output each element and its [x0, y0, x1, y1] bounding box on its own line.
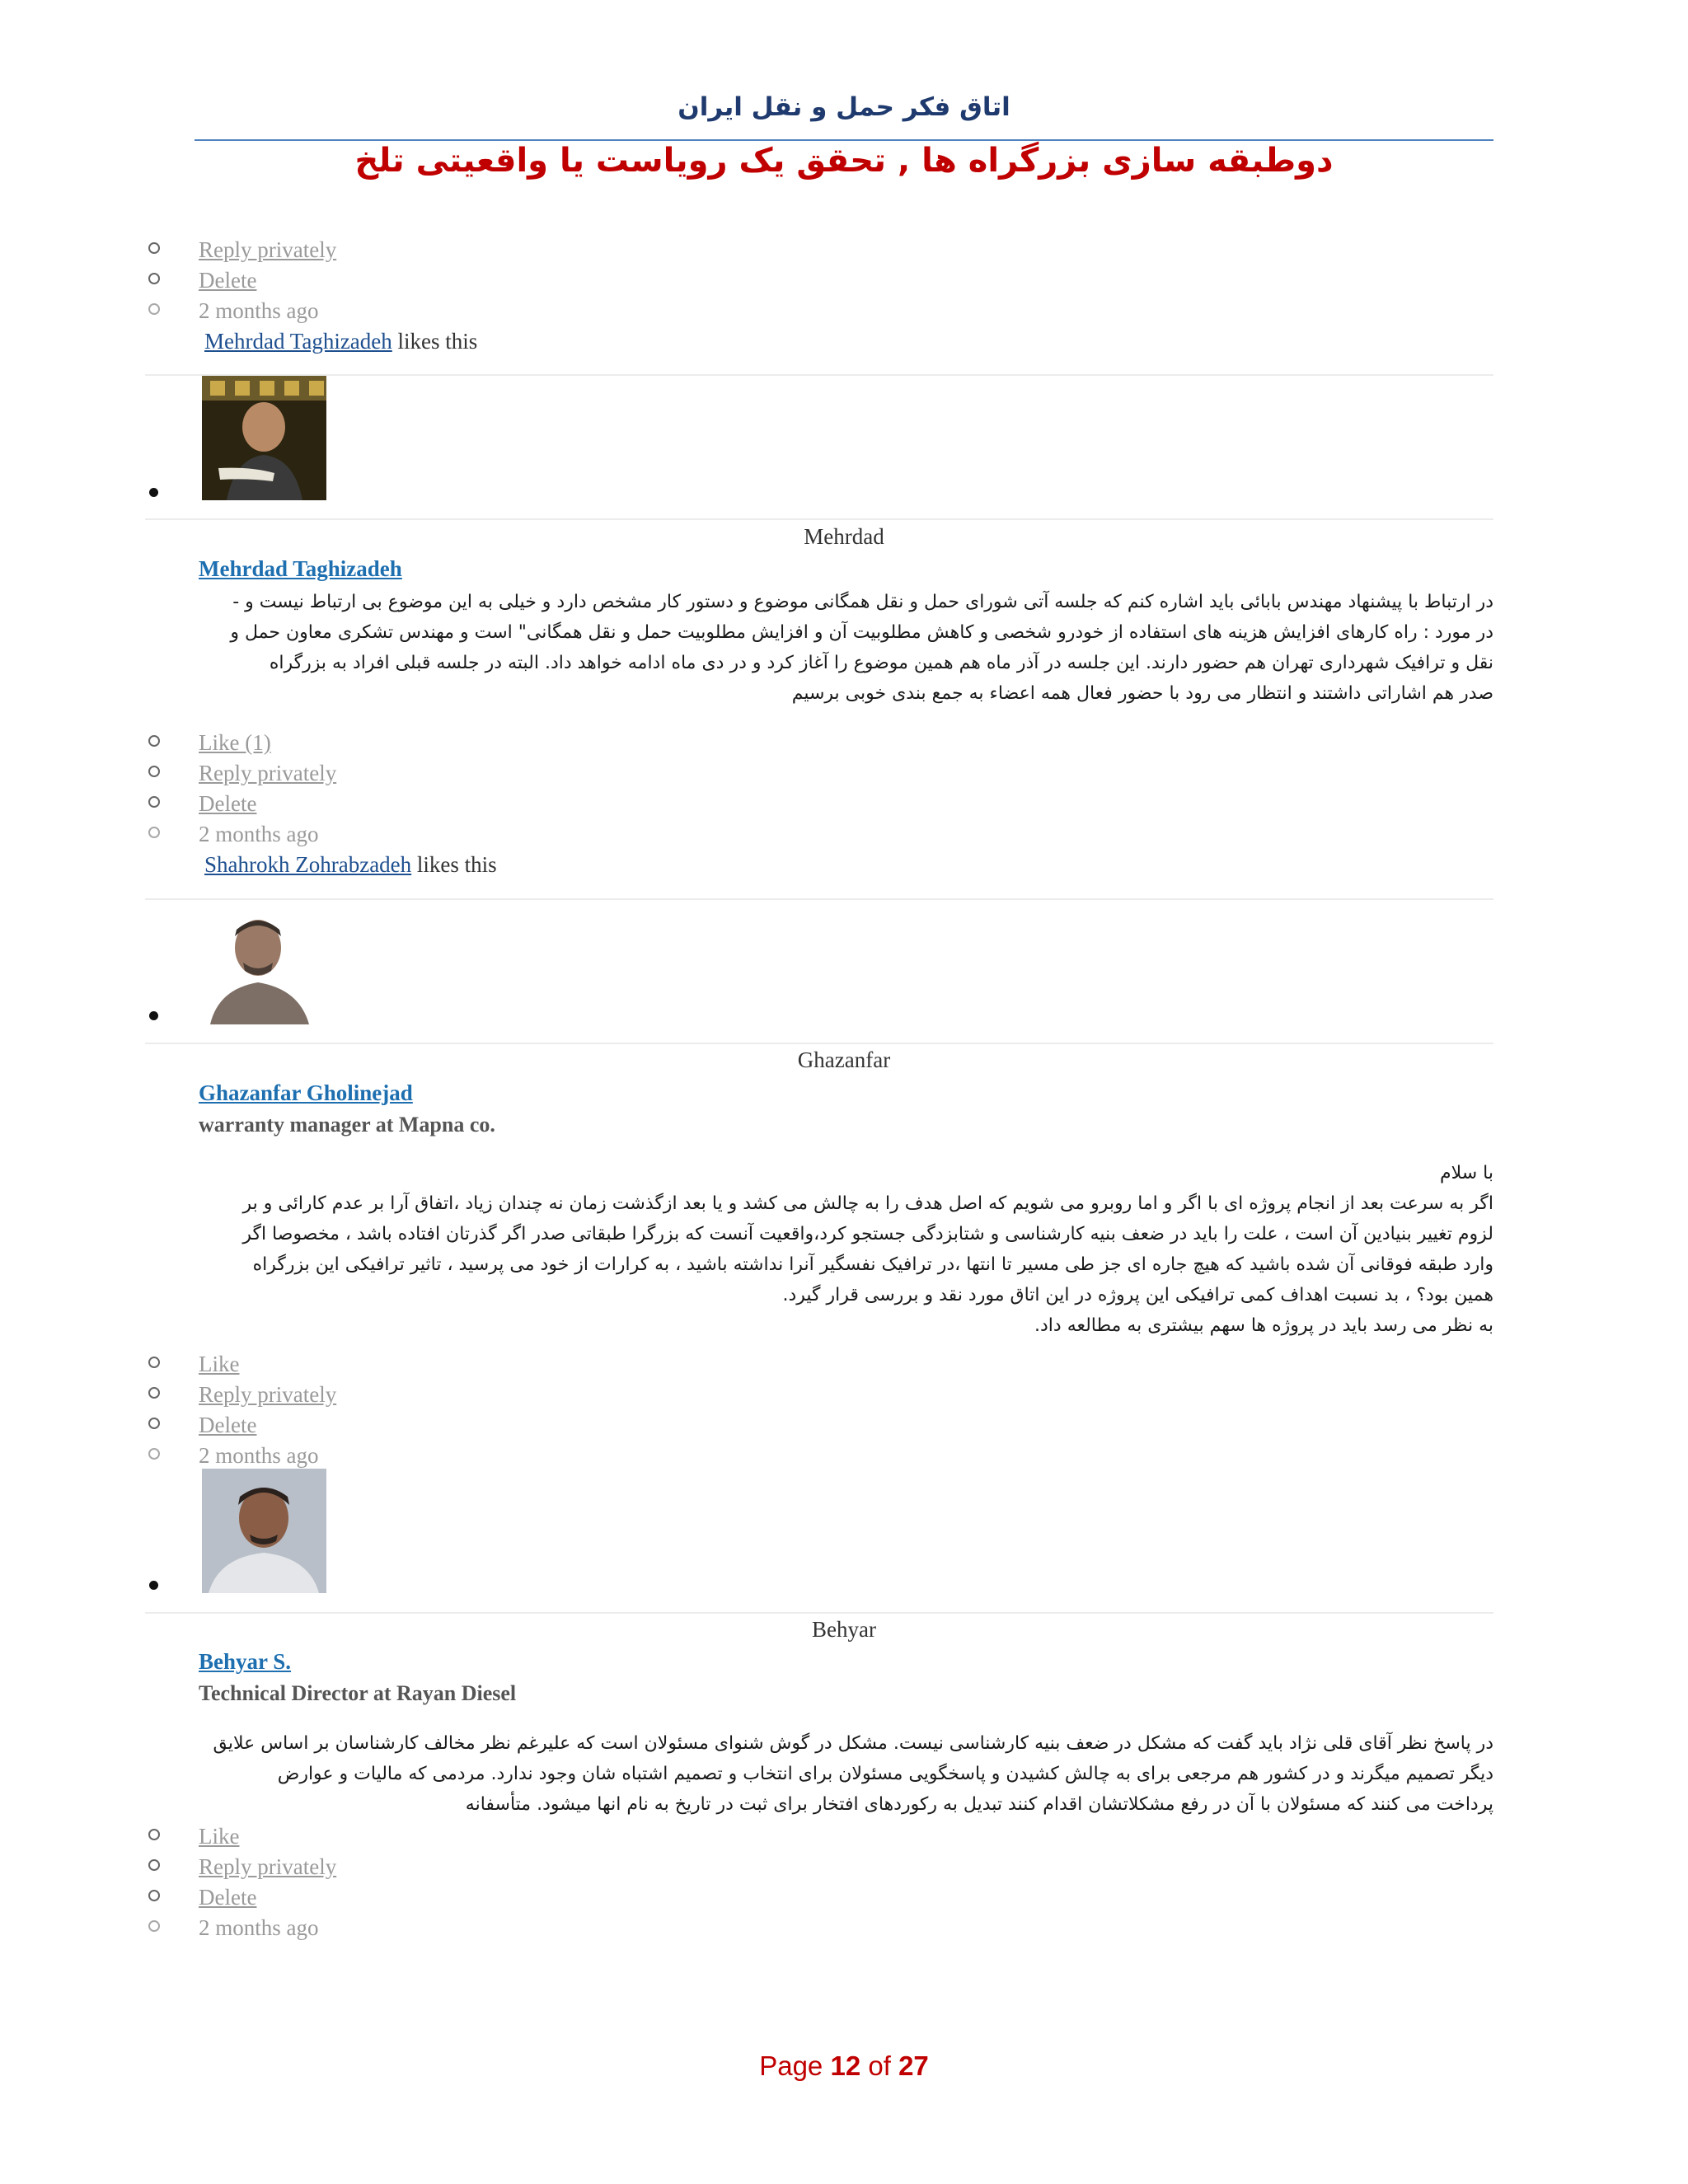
reply-privately-link[interactable]: Reply privately	[199, 761, 337, 785]
list-bullet-icon	[149, 1011, 158, 1020]
comment-line: در پاسخ نظر آقای قلی نژاد باید گفت که مشکل در ضعف بنیه کارشناسی نیست. مشکل در گوش شنوای مسئولان است که علیرغم نظر مخالف کارشناسان بر اساس علایق	[213, 1733, 1493, 1754]
author-role: warranty manager at Mapna co.	[199, 1113, 495, 1137]
circle-bullet-icon	[148, 827, 160, 838]
delete-link[interactable]: Delete	[199, 1413, 257, 1437]
circle-bullet-icon	[148, 766, 160, 777]
comment-line: دیگر تصمیم میگرند و در کشور هم مرجعی برای به چالش کشیدن و پاسخگویی مسئولان برای انتخاب و تصمیم اشتباه شان وجود ندارد. مردمی که مالیات و عوارض	[277, 1764, 1493, 1784]
circle-bullet-icon	[148, 1890, 160, 1901]
circle-bullet-icon	[148, 1920, 160, 1932]
timestamp: 2 months ago	[199, 1915, 319, 1940]
delete-link[interactable]: Delete	[199, 791, 257, 816]
site-title: اتاق فکر حمل و نقل ایران	[678, 92, 1010, 122]
separator	[145, 898, 1493, 900]
likes-line	[204, 329, 477, 354]
avatar[interactable]	[202, 376, 326, 500]
page-title: دوطبقه سازی بزرگراه ها , تحقق یک رویاست یا واقعیتی تلخ	[354, 142, 1334, 180]
timestamp: 2 months ago	[199, 1443, 319, 1468]
like-link[interactable]: Like (1)	[199, 730, 271, 755]
delete-link[interactable]: Delete	[199, 268, 257, 293]
comment-line: اگر به سرعت بعد از انجام پروژه ای با اگر و اما روبرو می شویم که اصل هدف را به چالش می کشد و یا بعد ازگذشت زمان نه چندان زیاد ،اتفاق آرا بر عدم کارائی و بر	[242, 1193, 1493, 1214]
author-role: Technical Director at Rayan Diesel	[199, 1681, 517, 1705]
circle-bullet-icon	[148, 273, 160, 284]
circle-bullet-icon	[148, 1448, 160, 1460]
delete-link[interactable]: Delete	[199, 1885, 257, 1910]
comment-line: به نظر می رسد باید در پروژه ها سهم بیشتری به مطالعه داد.	[1034, 1315, 1493, 1336]
separator	[145, 518, 1493, 520]
circle-bullet-icon	[148, 242, 160, 254]
circle-bullet-icon	[148, 1387, 160, 1399]
reply-privately-link[interactable]: Reply privately	[199, 1854, 337, 1879]
circle-bullet-icon	[148, 1829, 160, 1840]
circle-bullet-icon	[148, 796, 160, 808]
page-of: of	[868, 2050, 891, 2081]
author-name-link[interactable]: Ghazanfar Gholinejad	[199, 1080, 413, 1105]
separator	[145, 1043, 1493, 1044]
reply-privately-link[interactable]: Reply privately	[199, 1382, 337, 1407]
like-link[interactable]: Like	[199, 1352, 240, 1376]
commenter-short-name: Behyar	[812, 1617, 876, 1642]
list-bullet-icon	[149, 488, 158, 497]
comment-line: همین بود؟ ، بد نسبت اهداف کمی ترافیکی این پروژه در این اتاق مورد نقد و بررسی قرار گیرد.	[782, 1285, 1493, 1305]
like-link[interactable]: Like	[199, 1824, 240, 1849]
likes-line	[204, 852, 497, 878]
reply-privately-link[interactable]: Reply privately	[199, 237, 337, 262]
commenter-short-name: Ghazanfar	[797, 1047, 891, 1072]
comment-body	[195, 587, 1493, 709]
page-number	[0, 2050, 1688, 2082]
circle-bullet-icon	[148, 1357, 160, 1368]
liker-link[interactable]: Shahrokh Zohrabzadeh	[204, 852, 412, 877]
likes-suffix: likes this	[397, 329, 478, 354]
comment-body	[195, 1158, 1493, 1341]
avatar-photo-icon	[202, 900, 326, 1024]
avatar-photo-icon	[202, 1469, 326, 1593]
liker-link[interactable]: Mehrdad Taghizadeh	[204, 329, 392, 354]
avatar[interactable]	[202, 1469, 326, 1593]
comment-line: وارد طبقه فوقانی آن شده باشید که هیچ جاره ای جز طی مسیر تا انتها ،در ترافیک نفسگیر آنرا نداشته باشید ، به کرارات از خود می پرسید ، تاثیر ترافیکی این بزرگراه	[252, 1254, 1493, 1275]
page-total: 27	[898, 2050, 929, 2081]
timestamp: 2 months ago	[199, 298, 319, 323]
comment-line: نقل و ترافیک شهرداری تهران هم حضور دارند. این جلسه در آذر ماه هم همین موضوع را آغاز کرد و در دی ماه ادامه خواهد داد. البته در جلسه قبلی افراد به بزرگراه	[269, 653, 1493, 673]
comment-line: صدر هم اشاراتی داشتند و انتظار می رود با حضور فعال همه اعضاء به جمع بندی خوبی برسیم	[791, 683, 1493, 704]
circle-bullet-icon	[148, 1418, 160, 1429]
list-bullet-icon	[149, 1581, 158, 1590]
separator	[145, 374, 1493, 376]
separator	[145, 1612, 1493, 1614]
circle-bullet-icon	[148, 303, 160, 315]
timestamp: 2 months ago	[199, 822, 319, 846]
comment-line: در مورد : راه کارهای افزایش هزینه های استفاده از خودرو شخصی و کاهش مطلوبیت آن و افزایش مطلوبیت حمل و نقل همگانی" است و مهندس تشکری معاون حمل و	[230, 622, 1493, 643]
circle-bullet-icon	[148, 1859, 160, 1871]
avatar[interactable]	[202, 900, 326, 1024]
avatar-photo-icon	[202, 376, 326, 500]
commenter-short-name: Mehrdad	[804, 524, 884, 549]
author-name-link[interactable]: Behyar S.	[199, 1649, 292, 1674]
author-name-link[interactable]: Mehrdad Taghizadeh	[199, 556, 402, 581]
page-current: 12	[830, 2050, 861, 2081]
comment-line: با سلام	[1439, 1163, 1493, 1183]
circle-bullet-icon	[148, 735, 160, 747]
comment-line: لزوم تغییر بنیادین آن است ، علت را باید در ضعف بنیه کارشناسی و شتابزدگی جستجو کرد،واقعیت آنست که بزرگرا طبقاتی صدر اگر گذرتان افتاده باشد ، مخصوصا اگر	[242, 1224, 1493, 1244]
comment-line: پرداخت می کنند که مسئولان با آن در رفع مشکلاتشان اقدام کنند تبدیل به رکوردهای افتخار برای ثبت در تاریخ به نام انها میشود. متأسفانه	[465, 1794, 1493, 1815]
comment-line: در ارتباط با پیشنهاد مهندس بابائی باید اشاره کنم که جلسه آتی شورای حمل و نقل همگانی موضوع و دستور کار مشخص دارد و خیلی به این موضوع بی ارتباط نیست و -	[232, 592, 1493, 612]
likes-suffix: likes this	[416, 852, 497, 877]
page-prefix: Page	[759, 2050, 823, 2081]
header-divider	[195, 139, 1493, 141]
comment-body	[195, 1728, 1493, 1820]
